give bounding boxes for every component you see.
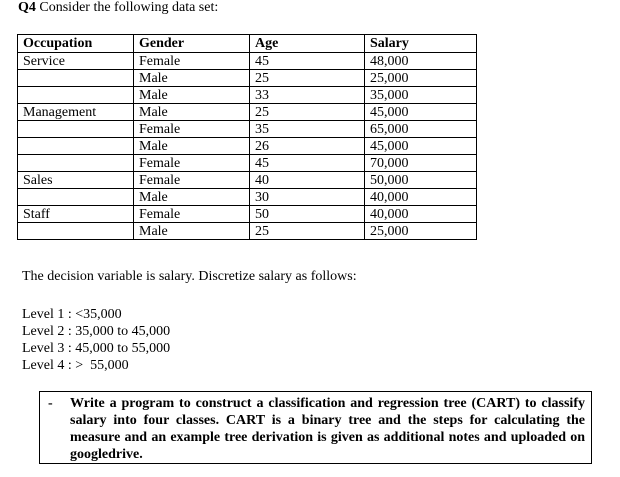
cell-age: 40 — [250, 172, 365, 189]
cell-salary: 40,000 — [365, 206, 477, 223]
level-item: Level 1 : <35,000 — [22, 307, 122, 322]
task-box — [39, 391, 592, 464]
level-item: Level 4 : > 55,000 — [22, 358, 129, 373]
cell-age: 26 — [250, 138, 365, 155]
cell-age: 25 — [250, 104, 365, 121]
cell-occupation: Sales — [18, 172, 134, 189]
cell-gender: Male — [134, 104, 250, 121]
table-row — [18, 138, 477, 155]
cell-age: 45 — [250, 155, 365, 172]
cell-gender: Male — [134, 223, 250, 240]
question-heading — [18, 0, 218, 16]
cell-gender: Male — [134, 189, 250, 206]
task-text: Write a program to construct a classification and regression tree (CART) to classify salary into four classes. CART is a binary tree and the steps for calculating the measure and an example tree derivation is given as additional notes and uploaded on googledrive. — [70, 396, 585, 462]
cell-gender: Female — [134, 206, 250, 223]
table-row — [18, 206, 477, 223]
cell-salary: 48,000 — [365, 53, 477, 70]
table-row — [18, 121, 477, 138]
data-table — [17, 34, 477, 240]
task-bullet: - — [48, 396, 53, 411]
cell-age: 50 — [250, 206, 365, 223]
cell-gender: Male — [134, 87, 250, 104]
cell-age: 35 — [250, 121, 365, 138]
cell-salary: 65,000 — [365, 121, 477, 138]
question-number: Q4 — [18, 0, 36, 15]
cell-gender: Male — [134, 70, 250, 87]
table-row — [18, 155, 477, 172]
cell-occupation — [18, 155, 134, 172]
cell-age: 33 — [250, 87, 365, 104]
cell-occupation: Service — [18, 53, 134, 70]
cell-occupation — [18, 223, 134, 240]
decision-text: The decision variable is salary. Discretize salary as follows: — [22, 269, 357, 284]
cell-salary: 25,000 — [365, 70, 477, 87]
cell-gender: Female — [134, 155, 250, 172]
cell-age: 25 — [250, 70, 365, 87]
table-row — [18, 70, 477, 87]
cell-occupation — [18, 138, 134, 155]
table-row — [18, 53, 477, 70]
cell-gender: Female — [134, 121, 250, 138]
cell-salary: 45,000 — [365, 138, 477, 155]
cell-occupation — [18, 189, 134, 206]
cell-occupation: Management — [18, 104, 134, 121]
cell-salary: 25,000 — [365, 223, 477, 240]
cell-salary: 35,000 — [365, 87, 477, 104]
table-header-row — [18, 35, 477, 53]
table-row — [18, 87, 477, 104]
table-row — [18, 104, 477, 121]
header-age: Age — [250, 35, 365, 53]
table-row — [18, 189, 477, 206]
cell-occupation — [18, 87, 134, 104]
header-occupation: Occupation — [18, 35, 134, 53]
cell-occupation — [18, 70, 134, 87]
cell-occupation: Staff — [18, 206, 134, 223]
cell-salary: 40,000 — [365, 189, 477, 206]
cell-salary: 70,000 — [365, 155, 477, 172]
cell-gender: Female — [134, 172, 250, 189]
cell-salary: 50,000 — [365, 172, 477, 189]
cell-age: 25 — [250, 223, 365, 240]
level-item: Level 3 : 45,000 to 55,000 — [22, 341, 171, 356]
cell-salary: 45,000 — [365, 104, 477, 121]
question-text: Consider the following data set: — [39, 0, 219, 15]
header-gender: Gender — [134, 35, 250, 53]
table-row — [18, 172, 477, 189]
level-list — [22, 306, 170, 374]
cell-gender: Male — [134, 138, 250, 155]
cell-age: 45 — [250, 53, 365, 70]
level-item: Level 2 : 35,000 to 45,000 — [22, 324, 171, 339]
cell-gender: Female — [134, 53, 250, 70]
table-row — [18, 223, 477, 240]
header-salary: Salary — [365, 35, 477, 53]
cell-age: 30 — [250, 189, 365, 206]
cell-occupation — [18, 121, 134, 138]
